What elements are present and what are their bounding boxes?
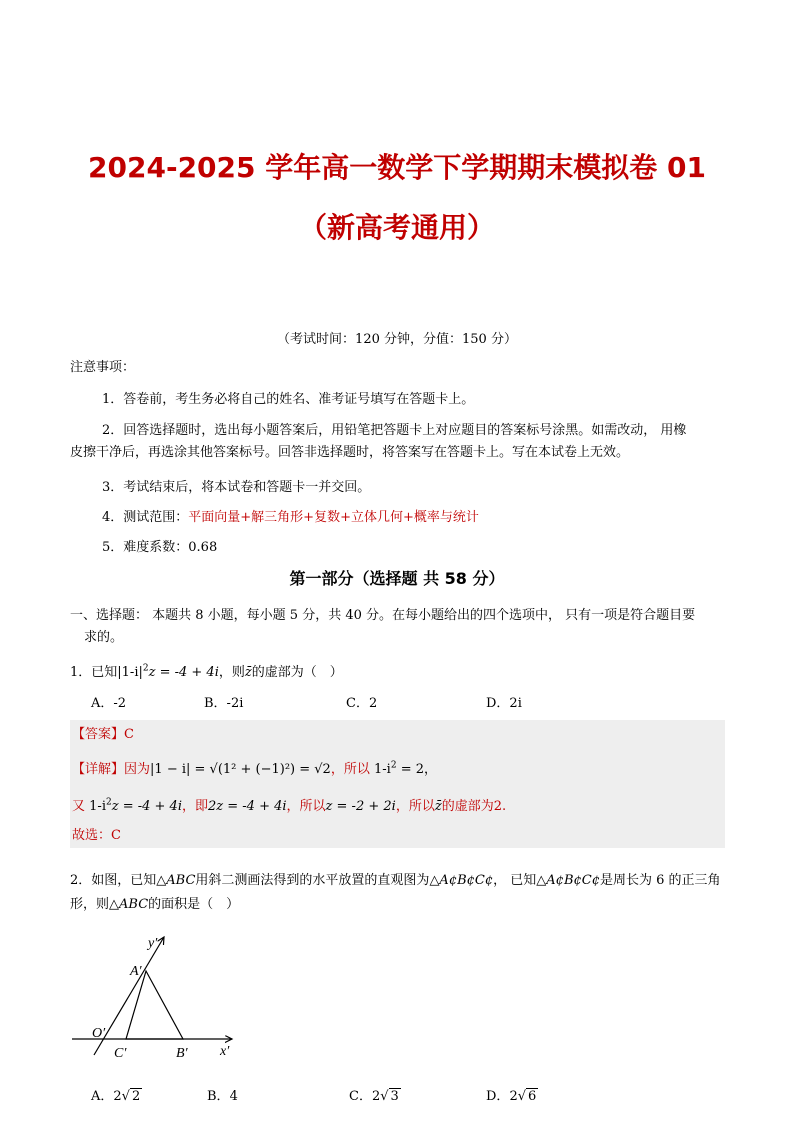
document-title: 2024-2025 学年高一数学下学期期末模拟卷 01 [88, 151, 706, 184]
notes-heading: 注意事项： [70, 360, 136, 375]
q1-detail: 【详解】因为|1 − i| = √(1² + (−1)²) = √2，所以 $1-i^2 = 2$， [72, 760, 437, 777]
section-title: 第一部分（选择题 共 58 分） [289, 569, 505, 588]
q2-stem: 2．如图，已知△ABC用斜二测画法得到的水平放置的直观图为△A¢B¢C¢， 已知△A¢B¢C¢是周长为 6 的正三角 [70, 873, 721, 888]
section-intro: 一、选择题： 本题共 8 小题，每小题 5 分，共 40 分。在每小题给出的四个选项中， 只有一项是符合题目要 [70, 608, 696, 623]
q1-option-d: D．2i [486, 696, 522, 711]
detail-label: 【详解】 [72, 762, 125, 777]
q1-stem: 1．已知$|1-i|^2z = -4 + 4i$，则z̄的虚部为（ ） [70, 663, 343, 680]
q2-option-c: C．2√ 3 [349, 1089, 399, 1104]
note-4-label: 4．测试范围： [102, 510, 189, 525]
q1-option-c: C．2 [346, 696, 378, 711]
document-subtitle: （新高考通用） [298, 211, 495, 244]
q1-detail-line2: 又 $1-i^2z = -4 + 4i$，即2z = -4 + 4i，所以z = -2 + 2i，所以z̄的虚部为2. [72, 797, 507, 814]
q2-figure [60, 925, 250, 1065]
label-x: x′ [220, 1044, 230, 1059]
q2-stem-cont: 形，则△ABC的面积是（ ） [70, 897, 240, 912]
note-4 [102, 506, 479, 525]
triangle [126, 971, 183, 1039]
note-2: 2．回答选择题时，选出每小题答案后，用铅笔把答题卡上对应题目的答案标号涂黑。如需改动， 用橡 [102, 423, 687, 438]
note-3: 3．考试结束后，将本试卷和答题卡一并交回。 [102, 480, 371, 495]
q1-detail-math: |1 − i| = √(1² + (−1)²) = √2 [150, 762, 331, 777]
label-c: C′ [114, 1046, 127, 1061]
q1-option-b: B．-2i [204, 696, 244, 711]
q2-option-b: B．4 [207, 1089, 238, 1104]
section-intro-cont: 求的。 [84, 630, 124, 645]
q1-answer-box [70, 720, 725, 848]
q1-option-a: A．-2 [91, 696, 127, 711]
label-y: y′ [148, 936, 158, 951]
q2-option-d: D．2√ 6 [486, 1089, 537, 1104]
label-b: B′ [176, 1046, 188, 1061]
test-scope: 平面向量+解三角形+复数+立体几何+概率与统计 [188, 510, 479, 525]
note-2-cont: 皮擦干净后，再选涂其他答案标号。回答非选择题时，将答案写在答题卡上。写在本试卷上无效。 [70, 445, 630, 460]
note-5: 5．难度系数：0.68 [102, 540, 218, 555]
note-1: 1．答卷前，考生务必将自己的姓名、准考证号填写在答题卡上。 [102, 392, 475, 407]
q1-answer: 【答案】C [72, 727, 134, 742]
q2-option-a: A．2√ 2 [91, 1089, 141, 1104]
label-o: O′ [92, 1026, 106, 1041]
exam-info: （考试时间：120 分钟，分值：150 分） [277, 332, 517, 347]
label-a: A′ [130, 964, 142, 979]
q1-conclusion: 故选：C [72, 828, 121, 843]
